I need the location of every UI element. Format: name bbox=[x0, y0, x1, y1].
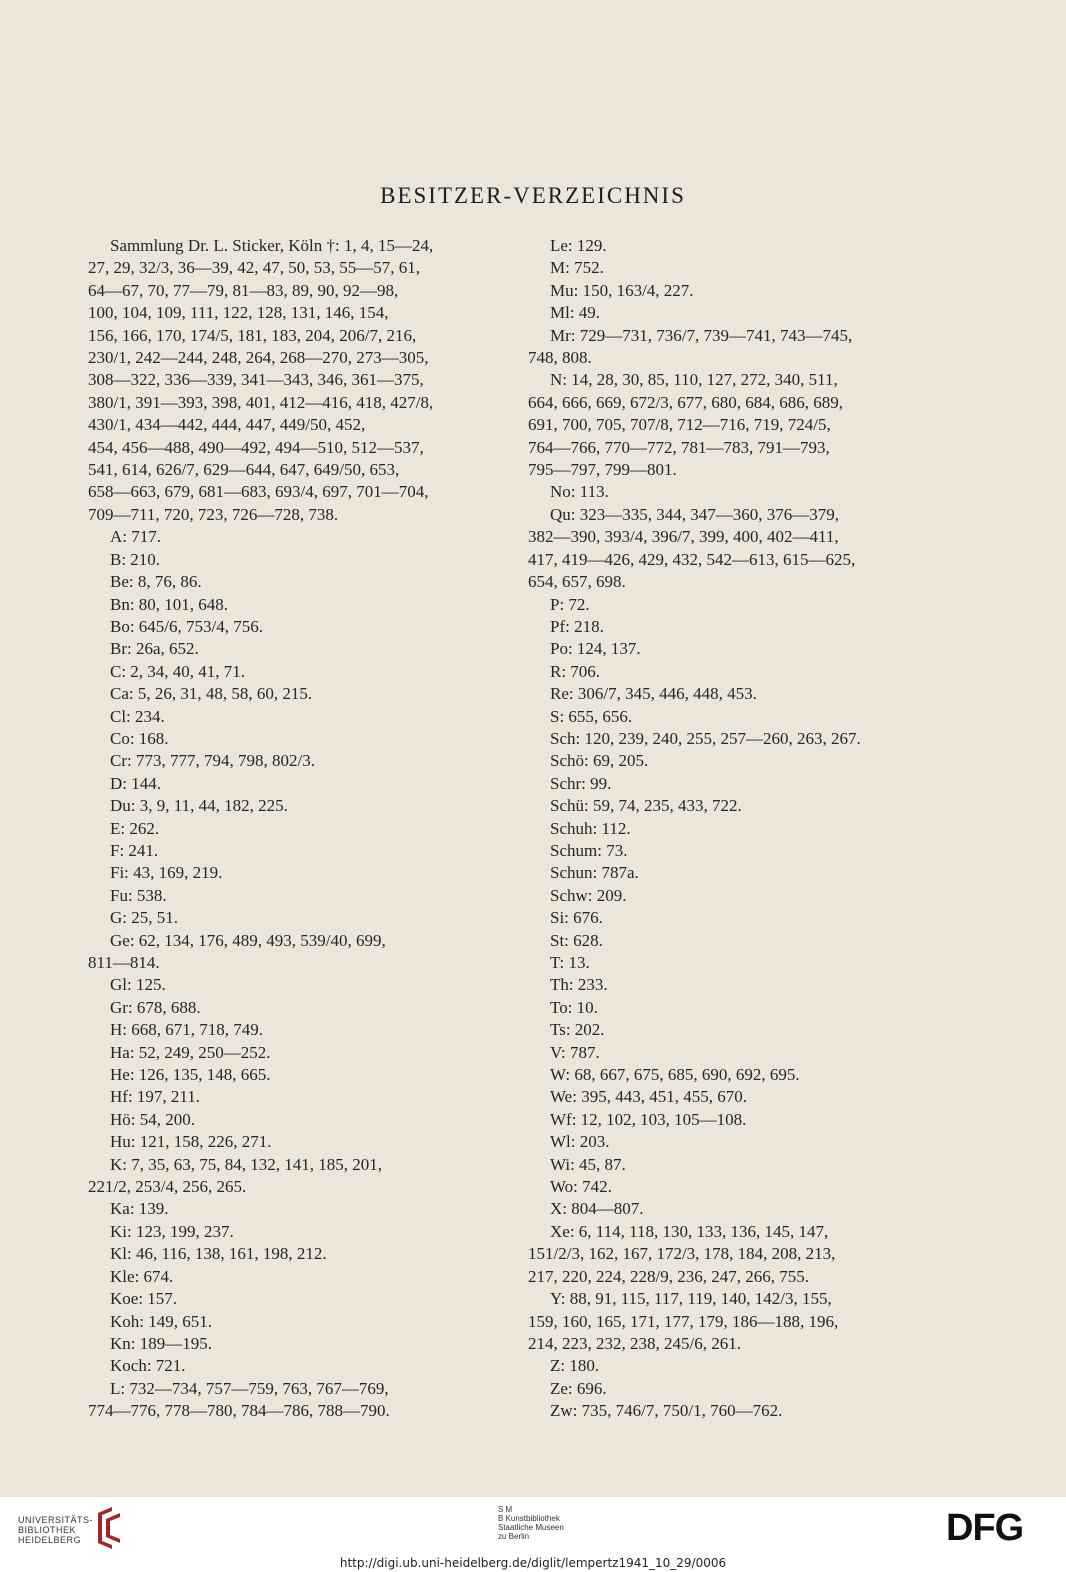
index-entry-line: C: 2, 34, 40, 41, 71. bbox=[110, 661, 246, 681]
index-entry-line: M: 752. bbox=[550, 258, 604, 278]
index-entry-line: Z: 180. bbox=[550, 1356, 600, 1376]
index-entry-line: Bn: 80, 101, 648. bbox=[110, 594, 229, 614]
index-entry-line: Du: 3, 9, 11, 44, 182, 225. bbox=[110, 796, 288, 816]
index-entry-line: Schuh: 112. bbox=[550, 818, 631, 838]
index-entry-line: 748, 808. bbox=[528, 348, 592, 368]
index-entry-line: Ml: 49. bbox=[550, 303, 601, 323]
page-title: BESITZER-VERZEICHNIS bbox=[380, 183, 686, 208]
index-entry-line: Wl: 203. bbox=[550, 1132, 610, 1152]
index-entry-line: Sammlung Dr. L. Sticker, Köln †: 1, 4, 15—24, bbox=[110, 236, 434, 255]
index-entry-line: 380/1, 391—393, 398, 401, 412—416, 418, 427/8, bbox=[88, 392, 434, 412]
source-url-link[interactable]: http://digi.ub.uni-heidelberg.de/diglit/lempertz1941_10_29/0006 bbox=[339, 1556, 727, 1570]
index-entry-line: K: 7, 35, 63, 75, 84, 132, 141, 185, 201, bbox=[110, 1154, 382, 1174]
library-line: HEIDELBERG bbox=[18, 1535, 82, 1545]
index-entry-line: Ha: 52, 249, 250—252. bbox=[110, 1042, 271, 1062]
index-entry-line: T: 13. bbox=[550, 953, 590, 972]
index-entry-line: Sch: 120, 239, 240, 255, 257—260, 263, 267. bbox=[550, 728, 861, 748]
index-entry-line: 664, 666, 669, 672/3, 677, 680, 684, 686, 689, bbox=[528, 392, 843, 412]
index-entry-line: Th: 233. bbox=[550, 975, 608, 995]
index-entry-line: 27, 29, 32/3, 36—39, 42, 47, 50, 53, 55—57, 61, bbox=[88, 258, 420, 278]
index-entry-line: Hf: 197, 211. bbox=[110, 1087, 201, 1107]
index-entry-line: 811—814. bbox=[88, 953, 160, 972]
index-entry-line: 795—797, 799—801. bbox=[528, 460, 677, 480]
index-entry-line: Ge: 62, 134, 176, 489, 493, 539/40, 699, bbox=[110, 930, 386, 950]
index-entry-line: R: 706. bbox=[550, 661, 601, 681]
index-entry-line: Schun: 787a. bbox=[550, 863, 639, 883]
index-entry-line: Si: 676. bbox=[550, 908, 603, 928]
index-entry-line: Be: 8, 76, 86. bbox=[110, 572, 202, 592]
index-entry-line: Mr: 729—731, 736/7, 739—741, 743—745, bbox=[550, 325, 853, 345]
index-entry-line: Schö: 69, 205. bbox=[550, 751, 649, 771]
index-entry-line: Xe: 6, 114, 118, 130, 133, 136, 145, 147, bbox=[550, 1221, 829, 1241]
index-entry-line: Ts: 202. bbox=[550, 1020, 605, 1040]
index-entry-line: 658—663, 679, 681—683, 693/4, 697, 701—704, bbox=[88, 482, 429, 502]
university-library-label bbox=[18, 1515, 93, 1545]
index-entry-line: Br: 26a, 652. bbox=[110, 639, 199, 659]
index-entry-line: He: 126, 135, 148, 665. bbox=[110, 1065, 271, 1085]
index-entry-line: Koch: 721. bbox=[110, 1356, 186, 1376]
index-entry-line: 541, 614, 626/7, 629—644, 647, 649/50, 653, bbox=[88, 460, 400, 480]
index-entry-line: H: 668, 671, 718, 749. bbox=[110, 1020, 263, 1040]
index-entry-line: 691, 700, 705, 707/8, 712—716, 719, 724/5, bbox=[528, 415, 831, 435]
index-entry-line: Qu: 323—335, 344, 347—360, 376—379, bbox=[550, 504, 839, 524]
index-entry-line: Kle: 674. bbox=[110, 1266, 174, 1286]
index-entry-line: G: 25, 51. bbox=[110, 908, 178, 928]
index-entry-line: 709—711, 720, 723, 726—728, 738. bbox=[88, 504, 339, 524]
index-entry-line: F: 241. bbox=[110, 840, 159, 860]
index-entry-line: Fi: 43, 169, 219. bbox=[110, 863, 223, 883]
index-entry-line: V: 787. bbox=[550, 1042, 600, 1062]
index-entry-line: 308—322, 336—339, 341—343, 346, 361—375, bbox=[88, 370, 424, 390]
kb-line: zu Berlin bbox=[498, 1532, 530, 1541]
index-entry-line: 100, 104, 109, 111, 122, 128, 131, 146, 154, bbox=[88, 303, 389, 323]
index-entry-line: Ze: 696. bbox=[550, 1378, 607, 1398]
index-entry-line: Schr: 99. bbox=[550, 773, 612, 793]
index-entry-line: Wo: 742. bbox=[550, 1177, 612, 1197]
index-entry-line: Gl: 125. bbox=[110, 975, 166, 995]
index-entry-line: Koh: 149, 651. bbox=[110, 1311, 212, 1331]
index-entry-line: A: 717. bbox=[110, 527, 161, 547]
index-entry-line: 417, 419—426, 429, 432, 542—613, 615—625, bbox=[528, 549, 856, 569]
index-entry-line: Le: 129. bbox=[550, 236, 607, 255]
index-entry-line: Co: 168. bbox=[110, 728, 169, 748]
index-entry-line: 454, 456—488, 490—492, 494—510, 512—537, bbox=[88, 437, 424, 457]
index-entry-line: E: 262. bbox=[110, 818, 160, 838]
index-entry-line: Po: 124, 137. bbox=[550, 639, 641, 659]
kb-line: B Kunstbibliothek bbox=[498, 1514, 560, 1523]
index-entry-line: Koe: 157. bbox=[110, 1289, 178, 1309]
index-entry-line: No: 113. bbox=[550, 482, 609, 502]
index-entry-line: Wi: 45, 87. bbox=[550, 1154, 626, 1174]
index-entry-line: Pf: 218. bbox=[550, 616, 604, 636]
kb-line: Staatliche Museen bbox=[498, 1523, 564, 1532]
index-entry-line: S: 655, 656. bbox=[550, 706, 633, 726]
index-entry-line: Schw: 209. bbox=[550, 885, 627, 905]
index-entry-line: Kn: 189—195. bbox=[110, 1333, 212, 1353]
kunstbibliothek-label bbox=[498, 1505, 564, 1541]
index-entry-line: D: 144. bbox=[110, 773, 161, 793]
owner-index-left-column bbox=[88, 235, 500, 1423]
library-line: UNIVERSITÄTS- bbox=[18, 1515, 94, 1525]
index-entry-line: 221/2, 253/4, 256, 265. bbox=[88, 1177, 247, 1197]
index-entry-line: Ca: 5, 26, 31, 48, 58, 60, 215. bbox=[110, 684, 313, 704]
index-entry-line: St: 628. bbox=[550, 930, 603, 950]
index-entry-line: Kl: 46, 116, 138, 161, 198, 212. bbox=[110, 1244, 327, 1264]
index-entry-line: Gr: 678, 688. bbox=[110, 997, 201, 1017]
index-entry-line: B: 210. bbox=[110, 549, 161, 569]
index-entry-line: To: 10. bbox=[550, 997, 598, 1017]
index-entry-line: 64—67, 70, 77—79, 81—83, 89, 90, 92—98, bbox=[88, 280, 399, 300]
index-entry-line: 654, 657, 698. bbox=[528, 572, 626, 592]
index-entry-line: 230/1, 242—244, 248, 264, 268—270, 273—305, bbox=[88, 348, 429, 368]
index-entry-line: 214, 223, 232, 238, 245/6, 261. bbox=[528, 1333, 741, 1353]
index-entry-line: Fu: 538. bbox=[110, 885, 167, 905]
index-entry-line: Y: 88, 91, 115, 117, 119, 140, 142/3, 155, bbox=[550, 1289, 832, 1309]
index-entry-line: Schum: 73. bbox=[550, 840, 628, 860]
digitization-footer bbox=[0, 1497, 1066, 1572]
index-entry-line: W: 68, 667, 675, 685, 690, 692, 695. bbox=[550, 1065, 800, 1085]
owner-index-right-column bbox=[528, 235, 950, 1423]
index-entry-line: Mu: 150, 163/4, 227. bbox=[550, 280, 694, 300]
index-entry-line: Ka: 139. bbox=[110, 1199, 169, 1219]
index-entry-line: 430/1, 434—442, 444, 447, 449/50, 452, bbox=[88, 415, 366, 435]
library-line: BIBLIOTHEK bbox=[18, 1525, 77, 1535]
index-entry-line: Schü: 59, 74, 235, 433, 722. bbox=[550, 796, 742, 816]
index-entry-line: L: 732—734, 757—759, 763, 767—769, bbox=[110, 1378, 389, 1398]
index-entry-line: Cr: 773, 777, 794, 798, 802/3. bbox=[110, 751, 315, 771]
dfg-logo: DFG bbox=[946, 1507, 1024, 1549]
index-entry-line: Cl: 234. bbox=[110, 706, 165, 726]
index-entry-line: 382—390, 393/4, 396/7, 399, 400, 402—411, bbox=[528, 527, 839, 547]
index-entry-line: 774—776, 778—780, 784—786, 788—790. bbox=[88, 1401, 390, 1421]
index-entry-line: P: 72. bbox=[550, 594, 590, 614]
index-entry-line: 159, 160, 165, 171, 177, 179, 186—188, 196, bbox=[528, 1311, 839, 1331]
index-entry-line: Ki: 123, 199, 237. bbox=[110, 1221, 234, 1241]
index-entry-line: N: 14, 28, 30, 85, 110, 127, 272, 340, 511, bbox=[550, 370, 838, 390]
index-entry-line: Bo: 645/6, 753/4, 756. bbox=[110, 616, 264, 636]
index-entry-line: We: 395, 443, 451, 455, 670. bbox=[550, 1087, 747, 1107]
library-logo-icon bbox=[92, 1505, 126, 1551]
index-entry-line: Re: 306/7, 345, 446, 448, 453. bbox=[550, 684, 757, 704]
index-entry-line: Zw: 735, 746/7, 750/1, 760—762. bbox=[550, 1401, 783, 1421]
index-entry-line: Hö: 54, 200. bbox=[110, 1109, 195, 1129]
index-entry-line: 156, 166, 170, 174/5, 181, 183, 204, 206/7, 216, bbox=[88, 325, 417, 345]
index-entry-line: X: 804—807. bbox=[550, 1199, 644, 1219]
index-entry-line: 764—766, 770—772, 781—783, 791—793, bbox=[528, 437, 830, 457]
kb-line: S M bbox=[498, 1505, 513, 1514]
index-entry-line: Wf: 12, 102, 103, 105—108. bbox=[550, 1109, 747, 1129]
index-entry-line: 151/2/3, 162, 167, 172/3, 178, 184, 208, 213, bbox=[528, 1244, 836, 1264]
index-entry-line: Hu: 121, 158, 226, 271. bbox=[110, 1132, 272, 1152]
index-entry-line: 217, 220, 224, 228/9, 236, 247, 266, 755. bbox=[528, 1266, 809, 1286]
